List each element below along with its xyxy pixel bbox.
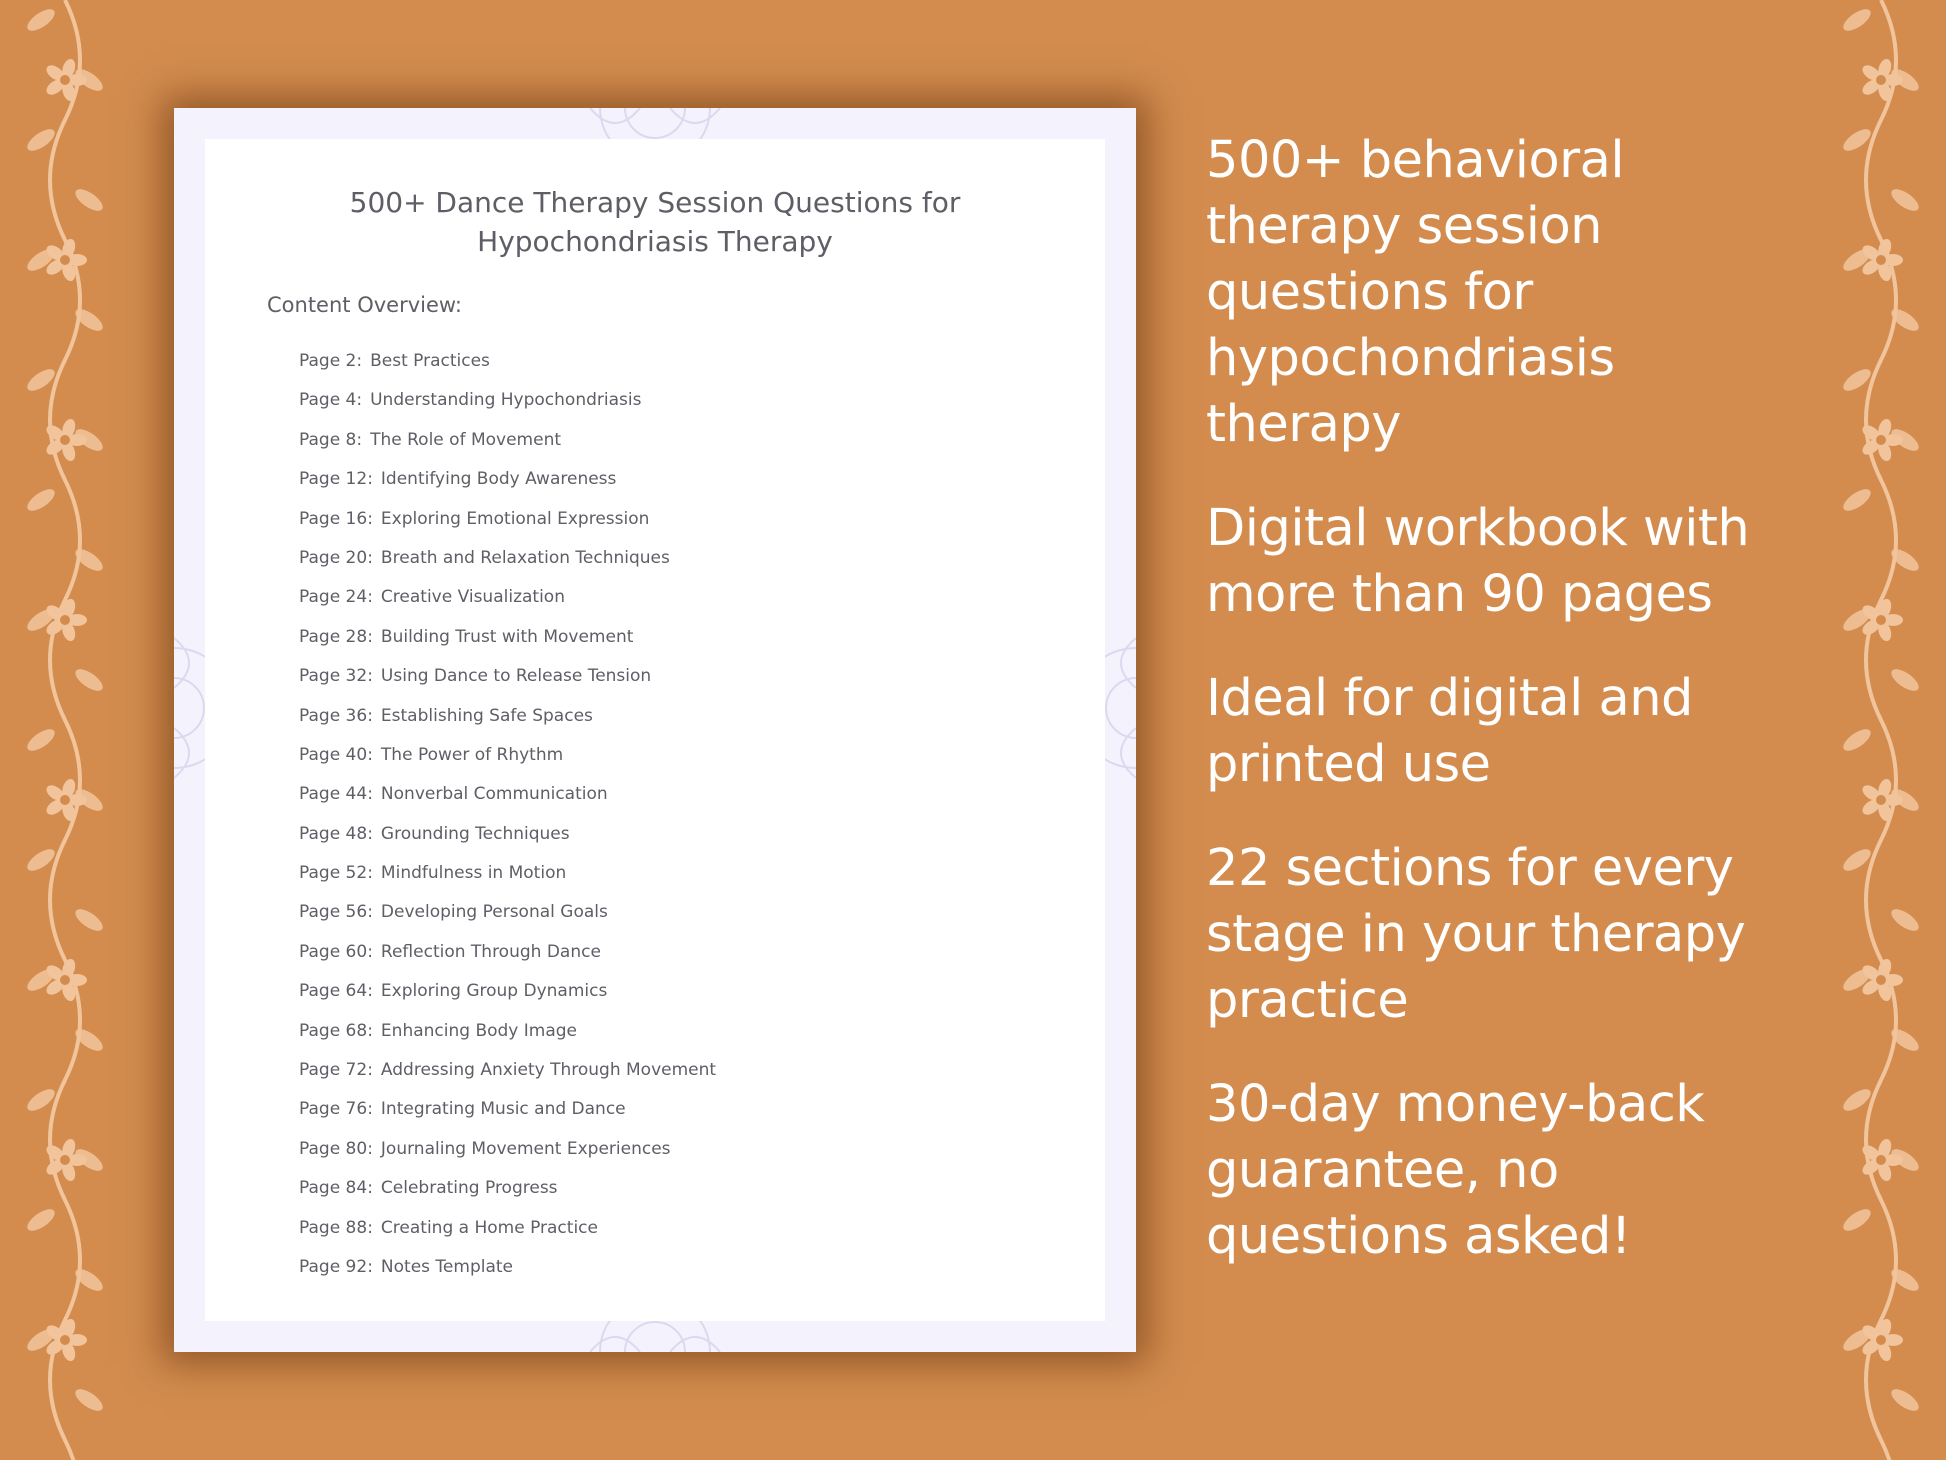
toc-item bbox=[299, 539, 716, 578]
toc-section-title: Identifying Body Awareness bbox=[380, 469, 617, 490]
toc-item bbox=[299, 1169, 716, 1208]
toc-section-title: Addressing Anxiety Through Movement bbox=[380, 1060, 717, 1081]
toc-section-title: Building Trust with Movement bbox=[380, 626, 634, 647]
toc-section-title: Reflection Through Dance bbox=[380, 941, 601, 962]
document-title-line-1: 500+ Dance Therapy Session Questions for bbox=[349, 186, 961, 219]
toc-section-title: Exploring Emotional Expression bbox=[380, 508, 650, 529]
toc-item bbox=[299, 854, 716, 893]
toc-item bbox=[299, 618, 716, 657]
feature-line: hypochondriasis bbox=[1206, 329, 1615, 388]
feature-line: 500+ behavioral bbox=[1206, 131, 1625, 190]
feature-item bbox=[1206, 836, 1906, 1034]
toc-item bbox=[299, 1209, 716, 1248]
toc-page-number: Page 20: bbox=[299, 547, 373, 568]
toc-section-title: The Role of Movement bbox=[370, 429, 562, 450]
toc-page-number: Page 44: bbox=[299, 784, 373, 805]
toc-section-title: Developing Personal Goals bbox=[380, 902, 608, 923]
table-of-contents bbox=[299, 342, 716, 1287]
toc-item bbox=[299, 578, 716, 617]
toc-section-title: Enhancing Body Image bbox=[380, 1020, 578, 1041]
toc-page-number: Page 48: bbox=[299, 823, 373, 844]
toc-page-number: Page 80: bbox=[299, 1138, 373, 1159]
toc-page-number: Page 8: bbox=[299, 429, 363, 450]
toc-page-number: Page 12: bbox=[299, 469, 373, 490]
feature-line: 22 sections for every bbox=[1206, 839, 1734, 898]
feature-line: questions asked! bbox=[1206, 1207, 1631, 1266]
toc-item bbox=[299, 1248, 716, 1287]
left-floral-vine bbox=[0, 0, 130, 1460]
toc-item bbox=[299, 775, 716, 814]
document-page bbox=[174, 108, 1136, 1352]
toc-page-number: Page 52: bbox=[299, 863, 373, 884]
toc-item bbox=[299, 460, 716, 499]
toc-section-title: Integrating Music and Dance bbox=[380, 1099, 626, 1120]
toc-item bbox=[299, 500, 716, 539]
toc-item bbox=[299, 381, 716, 420]
toc-section-title: Best Practices bbox=[370, 351, 490, 371]
feature-line: questions for bbox=[1206, 263, 1533, 322]
feature-item bbox=[1206, 1072, 1906, 1270]
feature-line: therapy session bbox=[1206, 197, 1602, 256]
toc-item bbox=[299, 1012, 716, 1051]
toc-page-number: Page 64: bbox=[299, 981, 373, 1002]
toc-page-number: Page 72: bbox=[299, 1060, 373, 1081]
feature-line: practice bbox=[1206, 971, 1409, 1030]
toc-item bbox=[299, 657, 716, 696]
toc-page-number: Page 76: bbox=[299, 1099, 373, 1120]
feature-line: more than 90 pages bbox=[1206, 565, 1713, 624]
feature-line: Digital workbook with bbox=[1206, 499, 1750, 558]
toc-item bbox=[299, 421, 716, 460]
toc-section-title: Journaling Movement Experiences bbox=[380, 1138, 671, 1159]
toc-page-number: Page 32: bbox=[299, 666, 373, 687]
toc-page-number: Page 88: bbox=[299, 1217, 373, 1238]
toc-item bbox=[299, 1090, 716, 1129]
feature-line: 30-day money-back bbox=[1206, 1075, 1705, 1134]
toc-item bbox=[299, 893, 716, 932]
toc-item bbox=[299, 972, 716, 1011]
toc-item bbox=[299, 736, 716, 775]
toc-page-number: Page 60: bbox=[299, 941, 373, 962]
toc-page-number: Page 16: bbox=[299, 508, 373, 529]
toc-section-title: Creating a Home Practice bbox=[380, 1217, 598, 1238]
toc-item bbox=[299, 933, 716, 972]
toc-page-number: Page 36: bbox=[299, 705, 373, 726]
feature-list bbox=[1206, 128, 1906, 1308]
toc-page-number: Page 40: bbox=[299, 744, 373, 765]
toc-section-title: Exploring Group Dynamics bbox=[380, 981, 608, 1002]
toc-page-number: Page 28: bbox=[299, 626, 373, 647]
toc-section-title: Celebrating Progress bbox=[380, 1178, 558, 1199]
toc-page-number: Page 68: bbox=[299, 1020, 373, 1041]
toc-item bbox=[299, 1130, 716, 1169]
toc-section-title: Nonverbal Communication bbox=[380, 784, 608, 805]
toc-section-title: The Power of Rhythm bbox=[380, 744, 564, 765]
toc-section-title: Establishing Safe Spaces bbox=[380, 705, 593, 726]
toc-section-title: Notes Template bbox=[380, 1256, 513, 1277]
feature-item bbox=[1206, 128, 1906, 458]
toc-section-title: Grounding Techniques bbox=[380, 823, 570, 844]
feature-item bbox=[1206, 666, 1906, 798]
toc-section-title: Breath and Relaxation Techniques bbox=[380, 547, 670, 568]
feature-item bbox=[1206, 496, 1906, 628]
toc-section-title: Understanding Hypochondriasis bbox=[370, 390, 642, 411]
toc-item bbox=[299, 1051, 716, 1090]
feature-line: printed use bbox=[1206, 735, 1491, 794]
toc-page-number: Page 2: bbox=[299, 351, 363, 371]
toc-section-title: Mindfulness in Motion bbox=[380, 863, 567, 884]
toc-item bbox=[299, 697, 716, 736]
toc-item bbox=[299, 342, 716, 381]
feature-line: Ideal for digital and bbox=[1206, 669, 1693, 728]
toc-section-title: Creative Visualization bbox=[380, 587, 565, 608]
feature-line: guarantee, no bbox=[1206, 1141, 1559, 1200]
feature-line: stage in your therapy bbox=[1206, 905, 1746, 964]
toc-section-title: Using Dance to Release Tension bbox=[380, 666, 652, 687]
content-overview-label: Content Overview: bbox=[267, 293, 462, 317]
toc-page-number: Page 24: bbox=[299, 587, 373, 608]
toc-page-number: Page 4: bbox=[299, 390, 363, 411]
feature-line: therapy bbox=[1206, 395, 1401, 454]
document-title-line-2: Hypochondriasis Therapy bbox=[477, 225, 833, 258]
document-title bbox=[265, 183, 1045, 261]
toc-page-number: Page 84: bbox=[299, 1178, 373, 1199]
toc-item bbox=[299, 815, 716, 854]
document-content bbox=[205, 139, 1105, 1321]
toc-page-number: Page 56: bbox=[299, 902, 373, 923]
toc-page-number: Page 92: bbox=[299, 1256, 373, 1277]
